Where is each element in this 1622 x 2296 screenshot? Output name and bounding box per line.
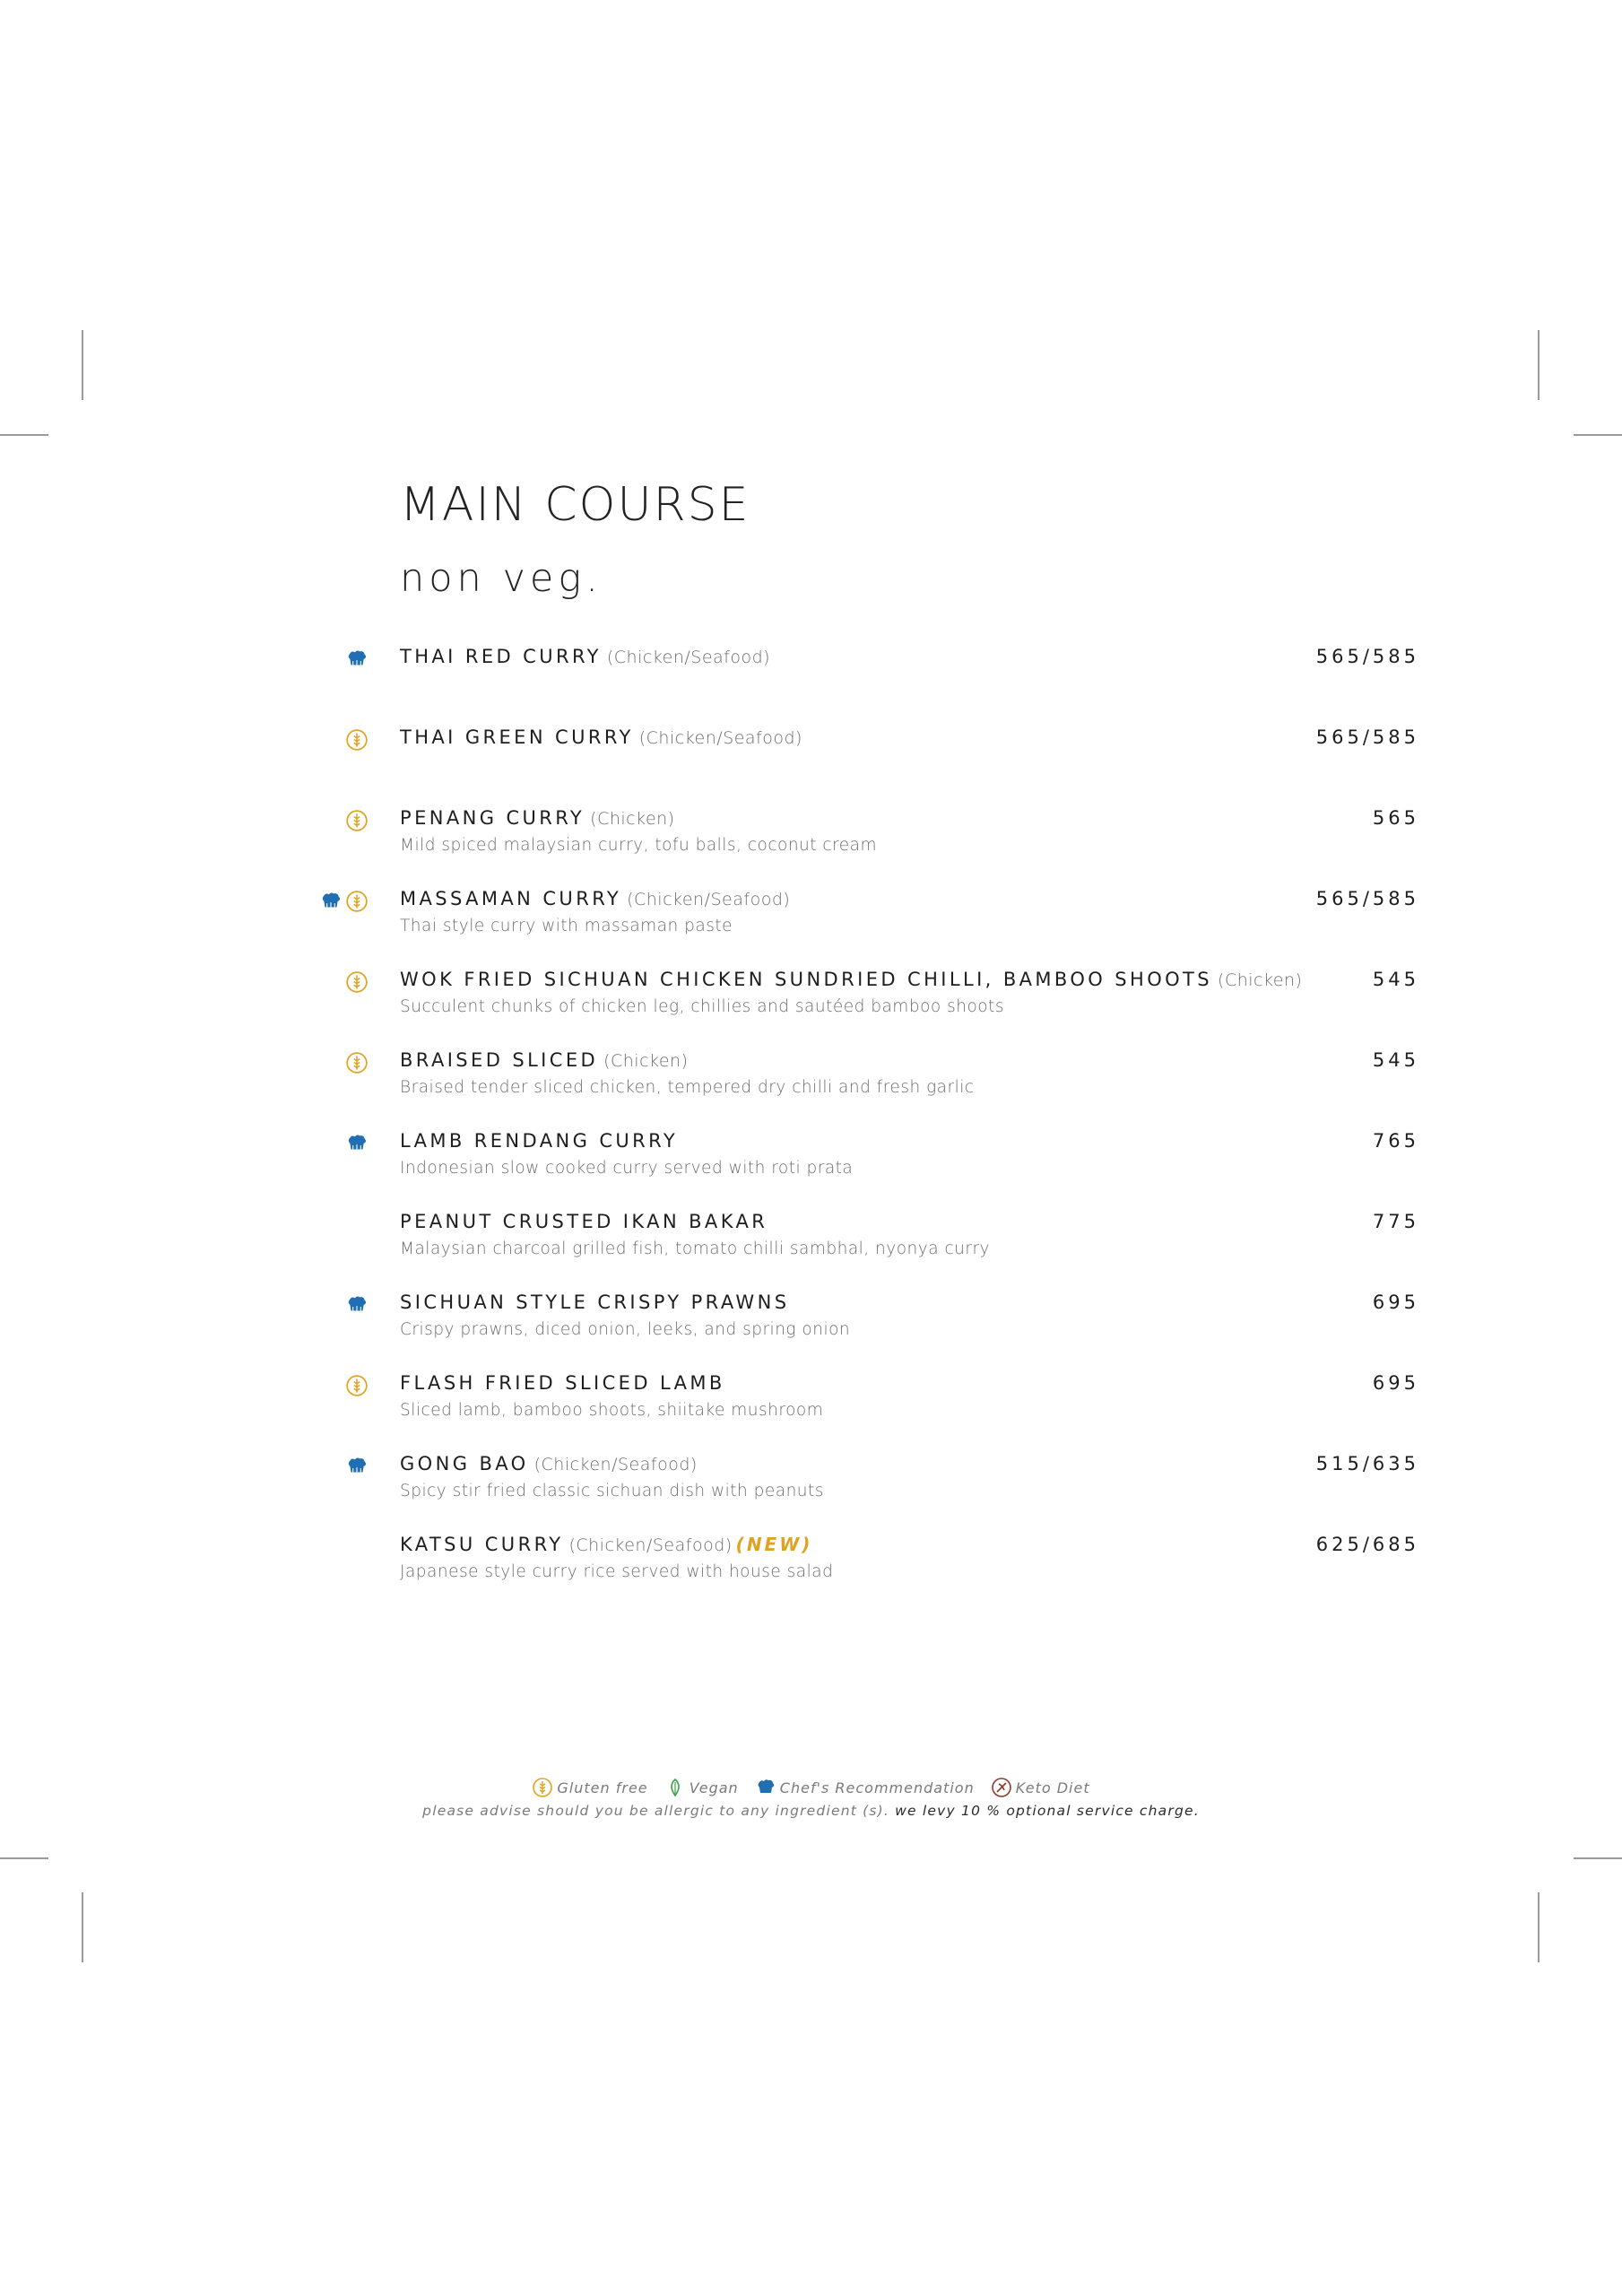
keto-icon bbox=[991, 1777, 1012, 1798]
chef-hat-icon bbox=[755, 1777, 776, 1798]
item-description: Thai style curry with massaman paste bbox=[400, 917, 733, 935]
item-name: THAI GREEN CURRY bbox=[400, 726, 634, 748]
item-name: THAI RED CURRY bbox=[400, 646, 602, 667]
item-price: 775 bbox=[1372, 1211, 1419, 1232]
crop-mark bbox=[82, 330, 83, 400]
menu-item bbox=[0, 1534, 1622, 1587]
item-note: (Chicken/Seafood) bbox=[606, 648, 771, 667]
legend-chef: Chef's Recommendation bbox=[755, 1777, 975, 1798]
crop-mark bbox=[0, 1857, 48, 1859]
item-note: (Chicken) bbox=[590, 809, 675, 829]
item-name-line bbox=[400, 1211, 768, 1232]
gluten-free-icon bbox=[345, 809, 369, 836]
item-name-line bbox=[400, 646, 770, 667]
item-price: 565 bbox=[1372, 807, 1419, 829]
item-price: 565/585 bbox=[1315, 646, 1419, 667]
item-icons bbox=[345, 1132, 369, 1159]
gluten-free-icon bbox=[345, 1374, 369, 1401]
new-badge: (NEW) bbox=[735, 1534, 813, 1555]
item-description: Succulent chunks of chicken leg, chillies and sautéed bamboo shoots bbox=[400, 997, 1004, 1016]
item-name-line bbox=[400, 1453, 698, 1474]
menu-item bbox=[0, 888, 1622, 942]
item-note: (Chicken/Seafood) bbox=[638, 728, 802, 748]
item-price: 565/585 bbox=[1315, 888, 1419, 909]
item-name: BRAISED SLICED bbox=[400, 1049, 599, 1071]
gluten-free-icon bbox=[345, 970, 369, 997]
item-description: Sliced lamb, bamboo shoots, shiitake mushroom bbox=[400, 1401, 824, 1420]
item-price: 695 bbox=[1372, 1372, 1419, 1394]
item-price: 625/685 bbox=[1315, 1534, 1419, 1555]
page-title: MAIN COURSE bbox=[400, 478, 750, 532]
item-description: Malaysian charcoal grilled fish, tomato chilli sambhal, nyonya curry bbox=[400, 1239, 990, 1258]
menu-item bbox=[0, 807, 1622, 861]
item-icons bbox=[345, 1051, 369, 1078]
menu-item bbox=[0, 969, 1622, 1022]
menu-item bbox=[0, 1453, 1622, 1507]
item-name-line bbox=[400, 807, 675, 829]
chef-hat-icon bbox=[345, 1132, 369, 1159]
crop-mark bbox=[0, 434, 48, 436]
item-description: Crispy prawns, diced onion, leeks, and spring onion bbox=[400, 1320, 851, 1339]
chef-hat-icon bbox=[345, 1293, 369, 1320]
allergy-note: please advise should you be allergic to any ingredient (s). bbox=[422, 1803, 890, 1819]
crop-mark bbox=[1538, 1892, 1540, 1962]
menu-item bbox=[0, 1372, 1622, 1426]
gluten-free-icon bbox=[532, 1777, 553, 1798]
service-charge-note: we levy 10 % optional service charge. bbox=[895, 1803, 1200, 1819]
item-name: PEANUT CRUSTED IKAN BAKAR bbox=[400, 1211, 768, 1232]
gluten-free-icon bbox=[345, 890, 369, 917]
gluten-free-icon bbox=[345, 728, 369, 755]
item-name: GONG BAO bbox=[400, 1453, 529, 1474]
item-name-line bbox=[400, 1049, 689, 1071]
item-icons bbox=[345, 809, 369, 836]
item-name-line bbox=[400, 888, 790, 909]
legend-vegan: Vegan bbox=[664, 1777, 739, 1798]
item-note: (Chicken/Seafood) bbox=[533, 1455, 698, 1474]
item-price: 545 bbox=[1372, 969, 1419, 990]
item-icons bbox=[319, 890, 369, 917]
item-name-line bbox=[400, 1130, 678, 1152]
item-name: MASSAMAN CURRY bbox=[400, 888, 622, 909]
footer-note bbox=[0, 1803, 1622, 1819]
item-name: WOK FRIED SICHUAN CHICKEN SUNDRIED CHILLI, BAMBOO SHOOTS bbox=[400, 969, 1213, 990]
item-description: Spicy stir fried classic sichuan dish with peanuts bbox=[400, 1482, 824, 1500]
leaf-icon bbox=[664, 1777, 686, 1798]
item-icons bbox=[345, 648, 369, 674]
chef-hat-icon bbox=[345, 1455, 369, 1482]
item-icons bbox=[345, 728, 369, 755]
menu-item bbox=[0, 1049, 1622, 1103]
crop-mark bbox=[1574, 1857, 1622, 1859]
item-icons bbox=[345, 1455, 369, 1482]
item-name-line bbox=[400, 1372, 725, 1394]
menu-item bbox=[0, 1130, 1622, 1184]
crop-mark bbox=[1574, 434, 1622, 436]
menu-item bbox=[0, 1211, 1622, 1265]
legend-gluten-free: Gluten free bbox=[532, 1777, 647, 1798]
item-name: SICHUAN STYLE CRISPY PRAWNS bbox=[400, 1292, 790, 1313]
item-price: 515/635 bbox=[1315, 1453, 1419, 1474]
item-note: (Chicken/Seafood) bbox=[627, 890, 791, 909]
page-subtitle: non veg. bbox=[400, 556, 603, 601]
item-name-line bbox=[400, 969, 1302, 990]
menu-item bbox=[0, 1292, 1622, 1345]
menu-item bbox=[0, 726, 1622, 780]
gluten-free-icon bbox=[345, 1051, 369, 1078]
menu-item bbox=[0, 646, 1622, 700]
item-note: (Chicken/Seafood) bbox=[568, 1535, 733, 1555]
item-description: Braised tender sliced chicken, tempered dry chilli and fresh garlic bbox=[400, 1078, 975, 1097]
item-name: KATSU CURRY bbox=[400, 1534, 564, 1555]
item-name: PENANG CURRY bbox=[400, 807, 585, 829]
chef-hat-icon bbox=[345, 648, 369, 674]
item-icons bbox=[345, 970, 369, 997]
item-icons bbox=[345, 1293, 369, 1320]
item-name-line bbox=[400, 1534, 812, 1555]
item-price: 545 bbox=[1372, 1049, 1419, 1071]
item-price: 565/585 bbox=[1315, 726, 1419, 748]
item-description: Japanese style curry rice served with house salad bbox=[400, 1562, 834, 1581]
legend bbox=[0, 1777, 1622, 1802]
item-name-line bbox=[400, 726, 802, 748]
legend-keto: Keto Diet bbox=[991, 1777, 1090, 1798]
item-name-line bbox=[400, 1292, 789, 1313]
item-note: (Chicken) bbox=[1218, 970, 1303, 990]
item-name: LAMB RENDANG CURRY bbox=[400, 1130, 679, 1152]
item-description: Indonesian slow cooked curry served with roti prata bbox=[400, 1159, 854, 1178]
crop-mark bbox=[1538, 330, 1540, 400]
item-icons bbox=[345, 1374, 369, 1401]
crop-mark bbox=[82, 1892, 83, 1962]
item-name: FLASH FRIED SLICED LAMB bbox=[400, 1372, 725, 1394]
chef-hat-icon bbox=[319, 890, 343, 917]
item-price: 765 bbox=[1372, 1130, 1419, 1152]
item-price: 695 bbox=[1372, 1292, 1419, 1313]
item-note: (Chicken) bbox=[603, 1051, 689, 1071]
item-description: Mild spiced malaysian curry, tofu balls, coconut cream bbox=[400, 836, 878, 855]
